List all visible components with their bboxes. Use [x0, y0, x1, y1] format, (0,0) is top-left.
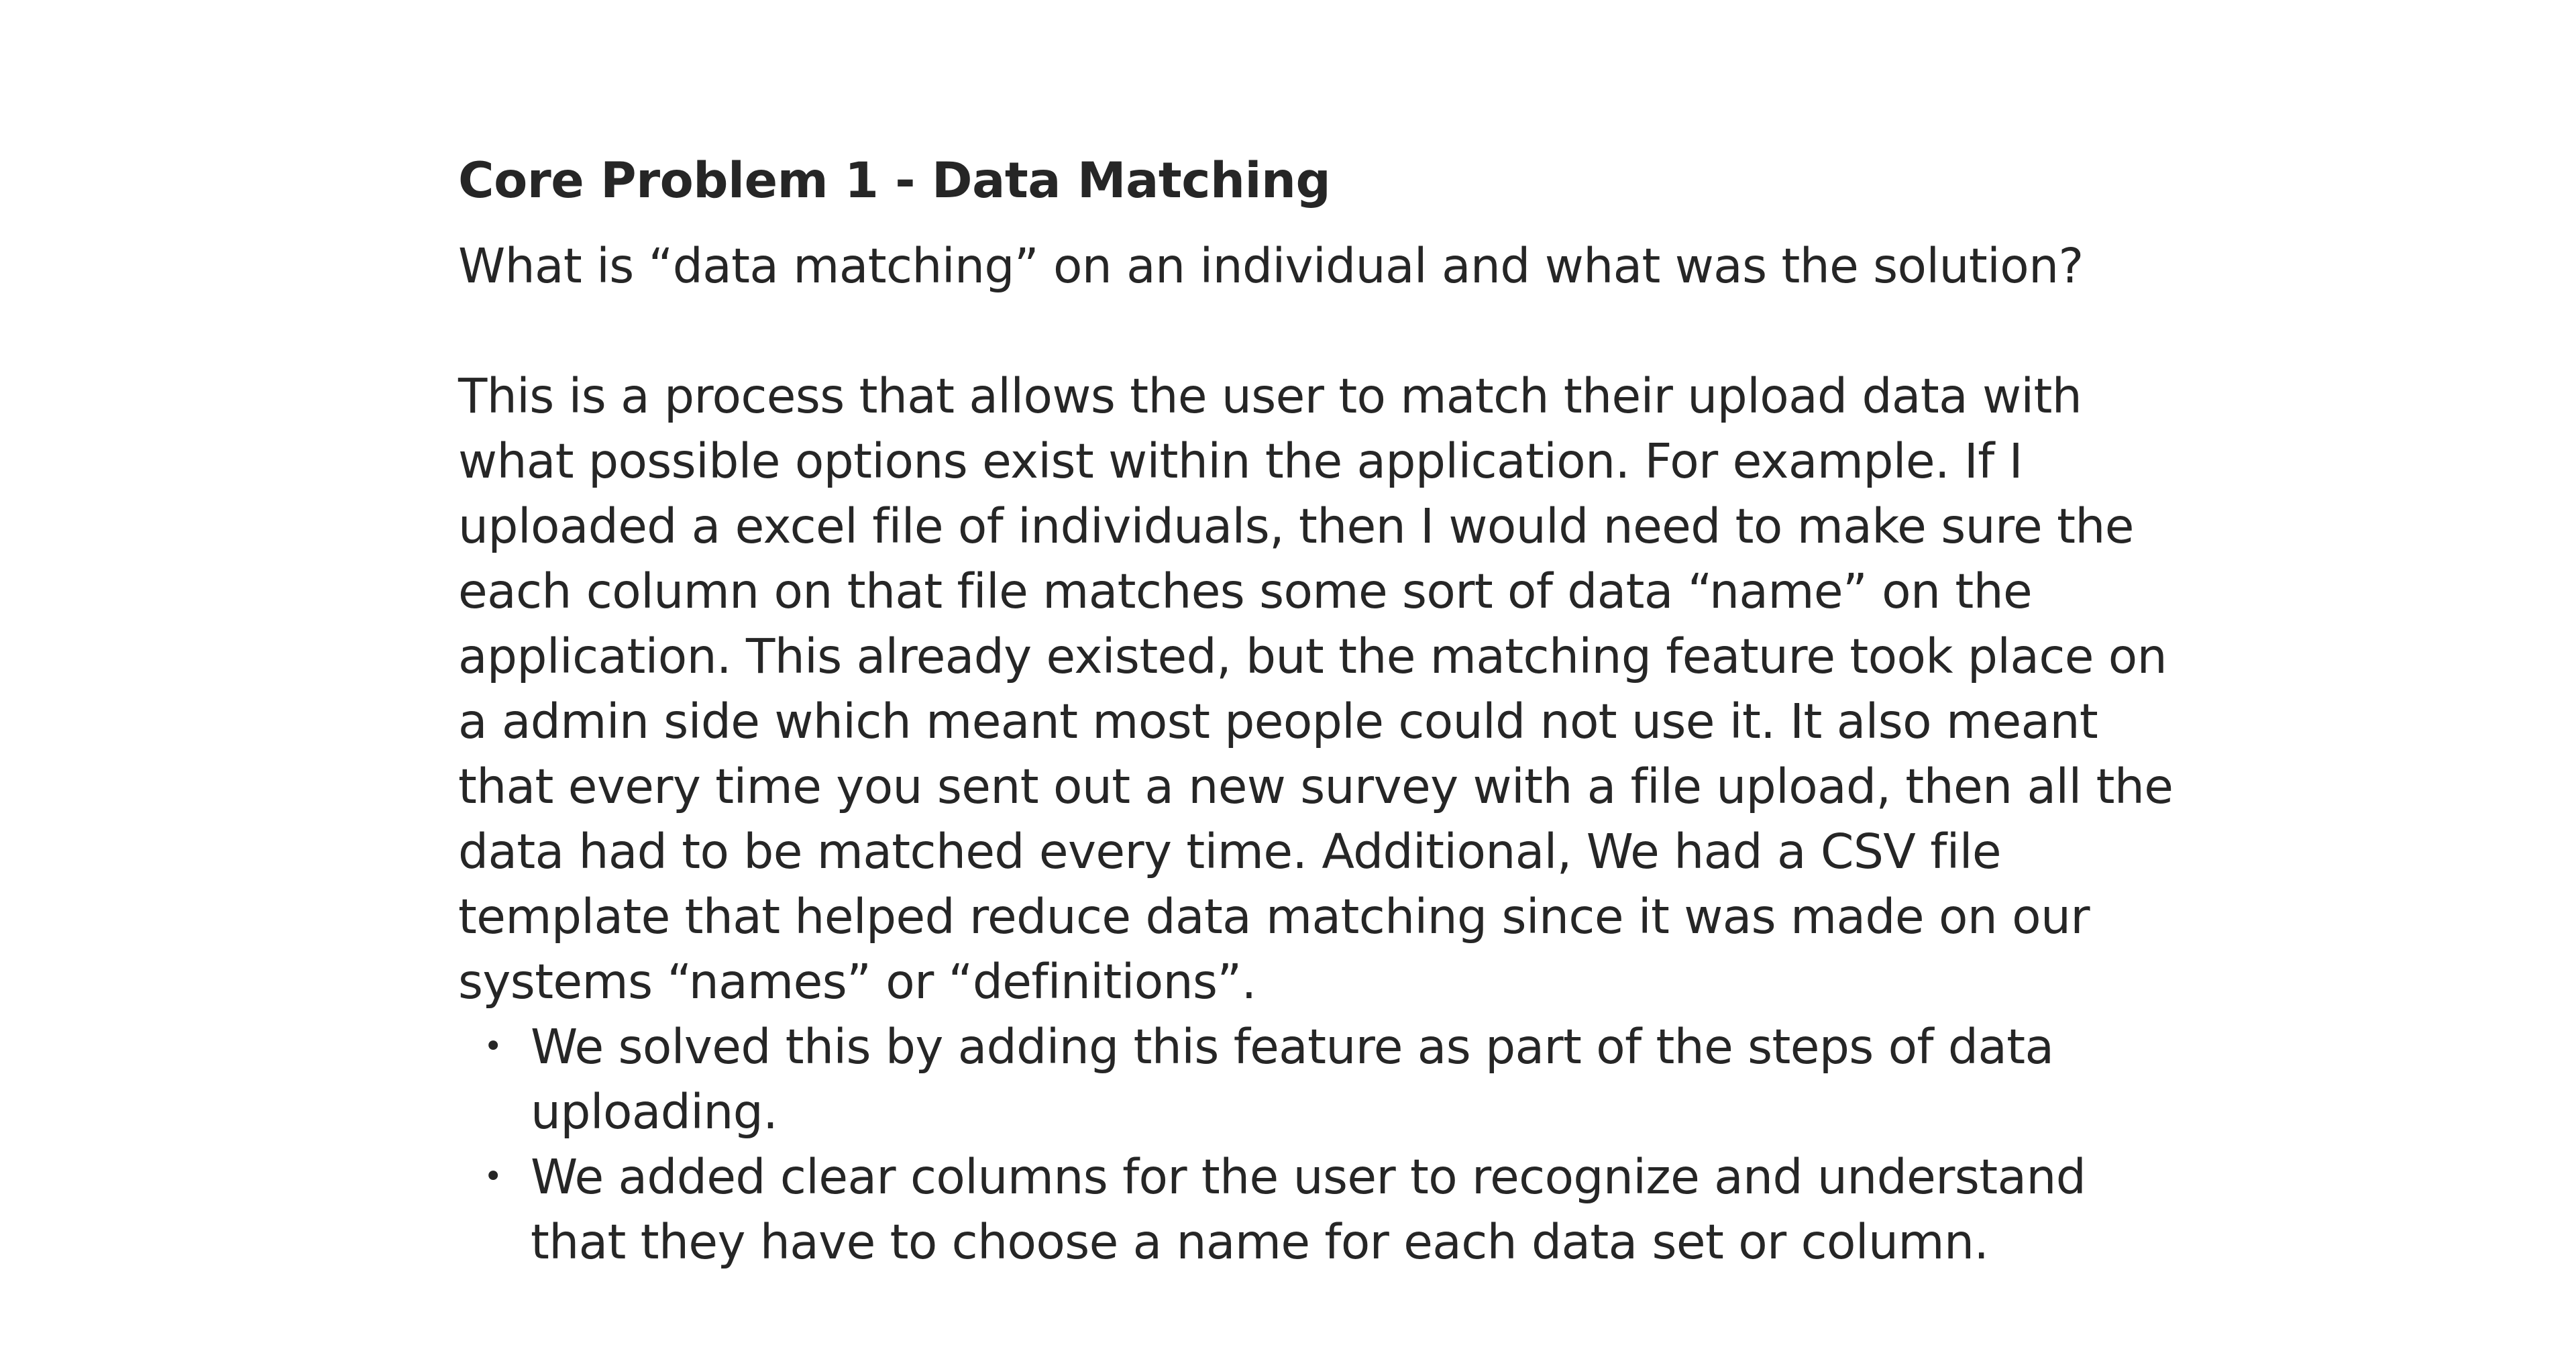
solution-list-item: [458, 1144, 2176, 1275]
solution-text: We added clear columns for the user to recognize and understand that they have to choose a name for each data set or column.: [531, 1149, 2086, 1270]
answer-paragraph: This is a process that allows the user to match their upload data with what possible options exist within the application. For example. If I uploaded a excel file of individuals, then I would need to make sure the each column on that file matches some sort of data “name” on the application. This already existed, but the matching feature took place on a admin side which meant most people could not use it. It also meant that every time you sent out a new survey with a file upload, then all the data had to be matched every time. Additional, We had a CSV file template that helped reduce data matching since it was made on our systems “names” or “definitions”.: [458, 368, 2174, 1010]
bullet-marker: •: [484, 1158, 502, 1195]
solution-text: We solved this by adding this feature as part of the steps of data uploading.: [531, 1019, 2054, 1140]
solution-list-item: [458, 1014, 2176, 1144]
document-content: [458, 144, 2176, 1275]
bullet-marker: •: [484, 1028, 502, 1065]
question-text: What is “data matching” on an individual and what was the solution?: [458, 238, 2084, 294]
solution-list: [458, 1014, 2176, 1275]
section-title: Core Problem 1 - Data Matching: [458, 152, 1331, 209]
